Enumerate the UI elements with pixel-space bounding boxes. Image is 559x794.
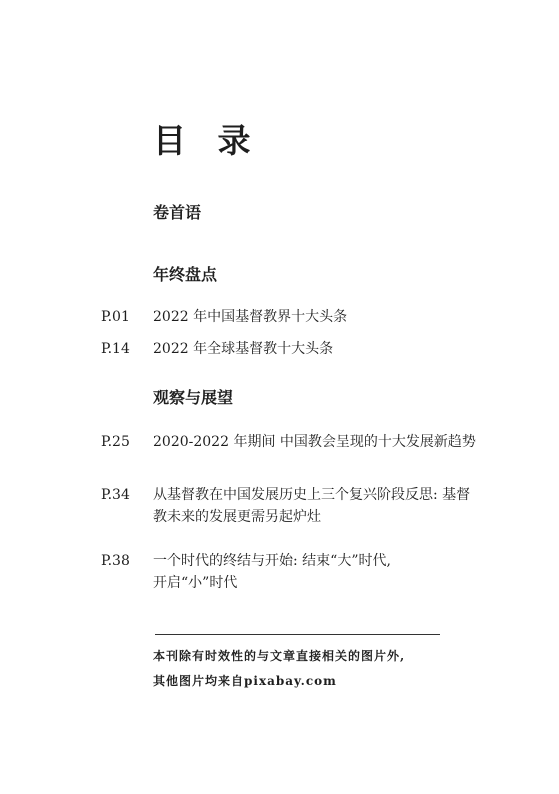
- entry-page-number: P.34: [101, 487, 130, 503]
- entry-title-line: 教未来的发展更需另起炉灶: [153, 509, 321, 525]
- footnote-line: 本刊除有时效性的与文章直接相关的图片外,: [153, 649, 406, 663]
- entry-title-line: 2022 年全球基督教十大头条: [153, 341, 334, 357]
- entry-title[interactable]: [153, 484, 503, 528]
- entry-title[interactable]: [153, 431, 503, 453]
- entry-title-line: 从基督教在中国发展历史上三个复兴阶段反思: 基督: [153, 487, 471, 503]
- entry-title-line: 2022 年中国基督教界十大头条: [153, 309, 348, 325]
- section-heading-observation: 观察与展望: [153, 388, 234, 407]
- entry-title[interactable]: [153, 338, 503, 360]
- section-heading-preface: 卷首语: [153, 203, 202, 222]
- entry-page-number: P.14: [101, 341, 130, 357]
- entry-title[interactable]: [153, 306, 503, 328]
- entry-page-number: P.38: [101, 553, 130, 569]
- entry-page-number: P.01: [101, 309, 130, 325]
- page-title: 目 录: [153, 121, 261, 160]
- entry-title-line: 2020-2022 年期间 中国教会呈现的十大发展新趋势: [153, 434, 476, 450]
- entry-page-number: P.25: [101, 434, 130, 450]
- entry-title-line: 一个时代的终结与开始: 结束“大”时代,: [153, 553, 391, 569]
- footnote-divider: [155, 634, 440, 635]
- footnote-line: 其他图片均来自pixabay.com: [153, 674, 337, 688]
- entry-title[interactable]: [153, 550, 503, 594]
- section-heading-year-review: 年终盘点: [153, 265, 218, 284]
- entry-title-line: 开启“小”时代: [153, 575, 238, 591]
